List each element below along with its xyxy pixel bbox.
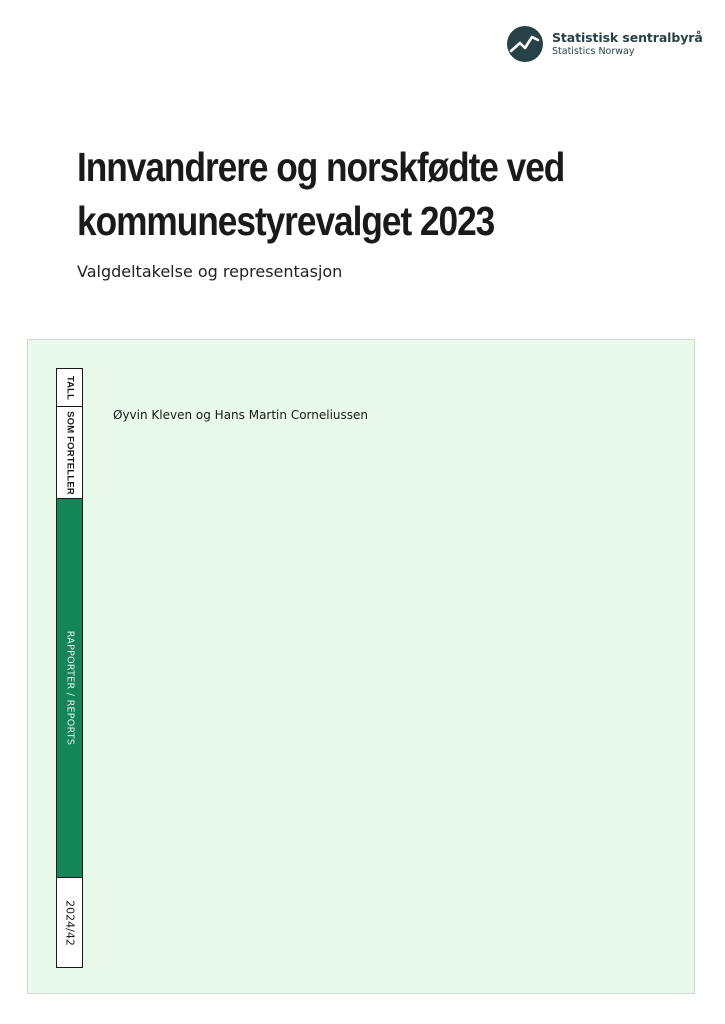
cover-panel bbox=[27, 339, 695, 994]
report-number: 2024/42 bbox=[63, 899, 76, 946]
spine-tall-box bbox=[56, 368, 83, 408]
spine-som-forteller-box bbox=[56, 406, 83, 499]
logo-name: Statistisk sentralbyrå bbox=[552, 30, 703, 45]
report-title bbox=[77, 140, 679, 248]
ssb-logo bbox=[507, 26, 703, 62]
report-subtitle: Valgdeltakelse og representasjon bbox=[77, 262, 343, 281]
title-line-1: Innvandrere og norskfødte ved bbox=[77, 144, 565, 190]
spine-series-band bbox=[56, 499, 83, 877]
ssb-logo-icon bbox=[507, 26, 543, 62]
logo-subtitle: Statistics Norway bbox=[552, 46, 635, 57]
spine-som-forteller: SOM FORTELLER bbox=[64, 410, 75, 495]
spine-tall: TALL bbox=[64, 375, 75, 401]
authors: Øyvin Kleven og Hans Martin Corneliussen bbox=[113, 408, 369, 422]
title-line-2: kommunestyrevalget 2023 bbox=[77, 198, 495, 244]
spine-number-box bbox=[56, 877, 83, 968]
series-spine bbox=[56, 368, 83, 968]
spine-series-label: RAPPORTER / REPORTS bbox=[64, 630, 75, 746]
